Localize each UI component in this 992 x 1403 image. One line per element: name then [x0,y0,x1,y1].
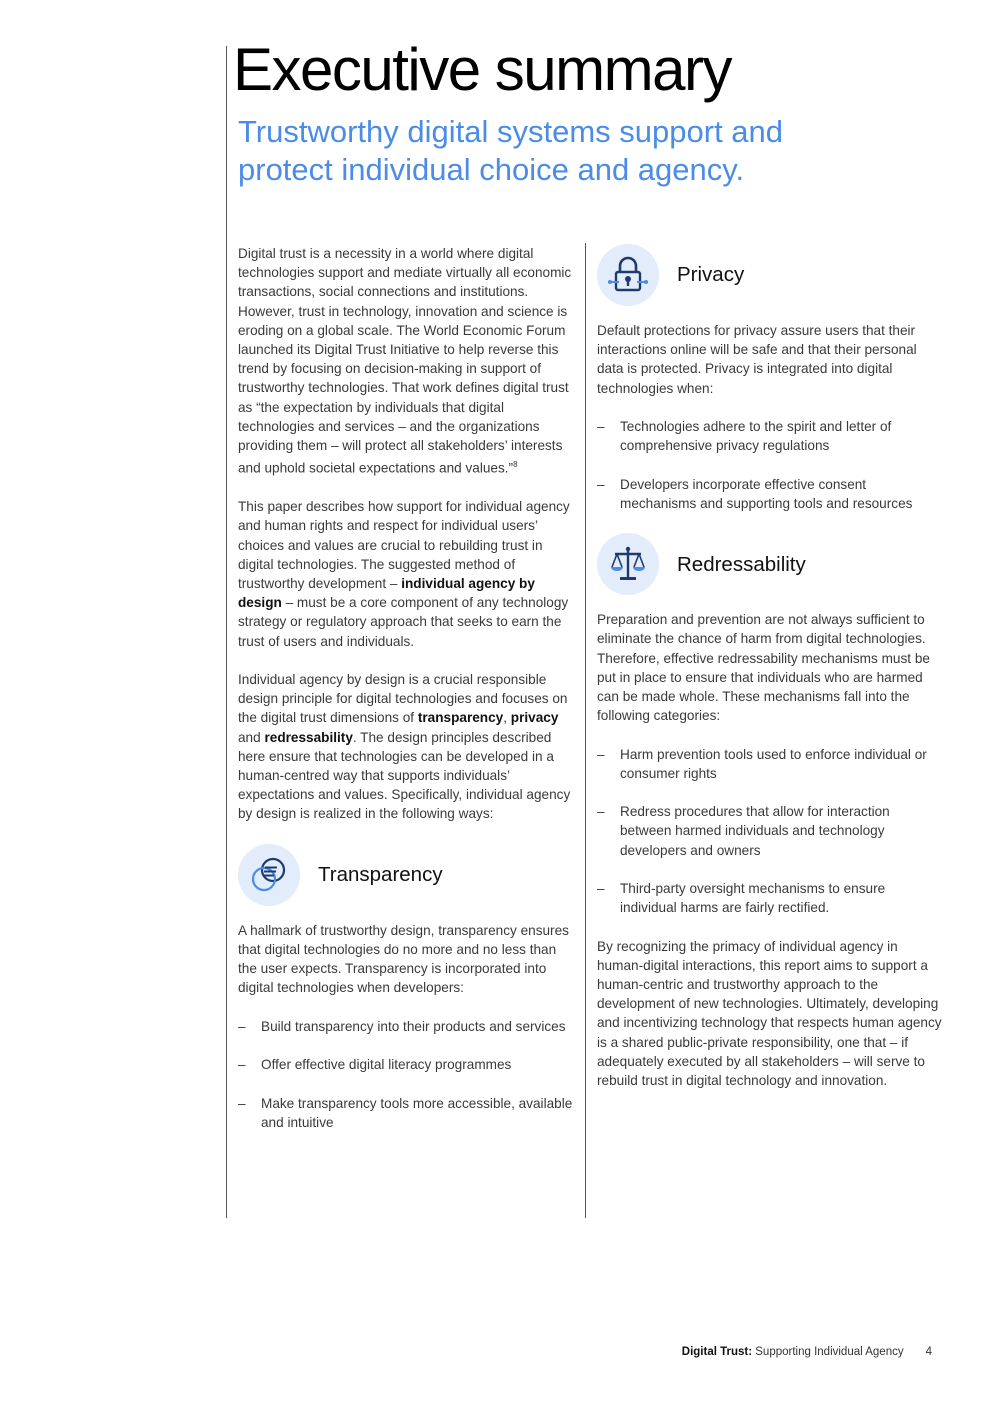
footer-report-title: Supporting Individual Agency [752,1346,904,1358]
list-item: – Developers incorporate effective consent mechanisms and supporting tools and resources [597,476,913,511]
list-item: – Make transparency tools more accessible, available and intuitive [238,1095,573,1130]
page-number: 4 [925,1346,932,1358]
redressability-heading [597,532,942,596]
footnote-marker: 8 [513,460,518,470]
redressability-icon-badge [597,533,659,595]
page-footer [682,1346,932,1358]
redressability-list [597,745,942,918]
page-subtitle: Trustworthy digital systems support and protect individual choice and agency. [238,114,784,187]
list-item: – Third-party oversight mechanisms to ensure individual harms are fairly rectified. [597,880,886,916]
method-paragraph: This paper describes how support for individual agency and human rights and respect for individual users’ choices and values are crucial to rebuilding trust in digital technologies. The suggested method of trustworthy development – individual agency by design – must be a core component of any technology strategy or regulatory approach that seeks to earn the trust of users and individuals. [238,499,570,649]
list-item: – Offer effective digital literacy programmes [238,1057,512,1073]
footer-report-title-bold: Digital Trust: [681,1346,753,1358]
privacy-intro: Default protections for privacy assure users that their interactions online will be safe and that their personal data is protected. Privacy is integrated into digital technologies when: [597,323,917,396]
privacy-list [597,417,942,513]
list-item: – Redress procedures that allow for interaction between harmed individuals and technology developers and owners [597,804,890,858]
redressability-title: Redressability [677,552,806,576]
page-title: Executive summary [233,36,731,103]
transparency-title: Transparency [318,863,443,887]
conclusion-paragraph: By recognizing the primacy of individual agency in human-digital interactions, this report aims to support a human-centric and trustworthy approach to the development of new technologies. Ultimately, developing and incentivizing technology that respects human agency is a shared public-private responsibility, one that – if adequately executed by all stakeholders – will serve to rebuild trust in digital technology and innovation. [597,938,942,1088]
transparency-list [238,1017,576,1132]
list-item: – Technologies adhere to the spirit and letter of comprehensive privacy regulations [597,419,892,454]
column-divider-rule [585,243,586,1218]
intro-paragraph: Digital trust is a necessity in a world where digital technologies support and mediate virtually all economic transactions, social connections and institutions. However, trust in technology, innovation and science is eroding on a global scale. The World Economic Forum launched its Digital Trust Initiative to help reverse this trend by focusing on decision-making in support of trustworthy technologies. That work defines digital trust as “the expectation by individuals that digital technologies and services – and the organizations providing them – will protect all stakeholders’ interests and uphold societal expectations and values.”$^8$ [238,246,572,476]
scales-icon [607,543,649,585]
privacy-icon-badge [597,244,659,306]
redressability-intro: Preparation and prevention are not always sufficient to eliminate the chance of harm from digital technologies. Therefore, effective redressability mechanisms must be put in place to ensure that individuals who are harmed can be made whole. These mechanisms fall into the following categories: [597,612,930,724]
privacy-heading [597,243,942,307]
list-item: – Harm prevention tools used to enforce individual or consumer rights [597,746,927,781]
transparency-heading [238,843,576,907]
transparency-icon-badge [238,844,300,906]
right-column [597,243,942,1109]
transparency-intro: A hallmark of trustworthy design, transparency ensures that digital technologies do no more and no less than the user expects. Transparency is incorporated into digital technologies when developers: [238,922,569,996]
left-vertical-rule [226,46,227,1218]
padlock-icon [607,254,649,296]
privacy-title: Privacy [677,263,745,287]
left-column [238,244,576,1151]
list-item: – Build transparency into their products and services [238,1018,566,1034]
dimensions-paragraph: Individual agency by design is a crucial responsible design principle for digital technologies and focuses on the digital trust dimensions of transparency, privacy and redressability. The design principles described here ensure that technologies can be developed in a human-centred way that supports individuals’ expectations and values. Specifically, individual agency by design is realized in the following ways: [238,671,571,822]
transparency-icon [249,855,289,895]
